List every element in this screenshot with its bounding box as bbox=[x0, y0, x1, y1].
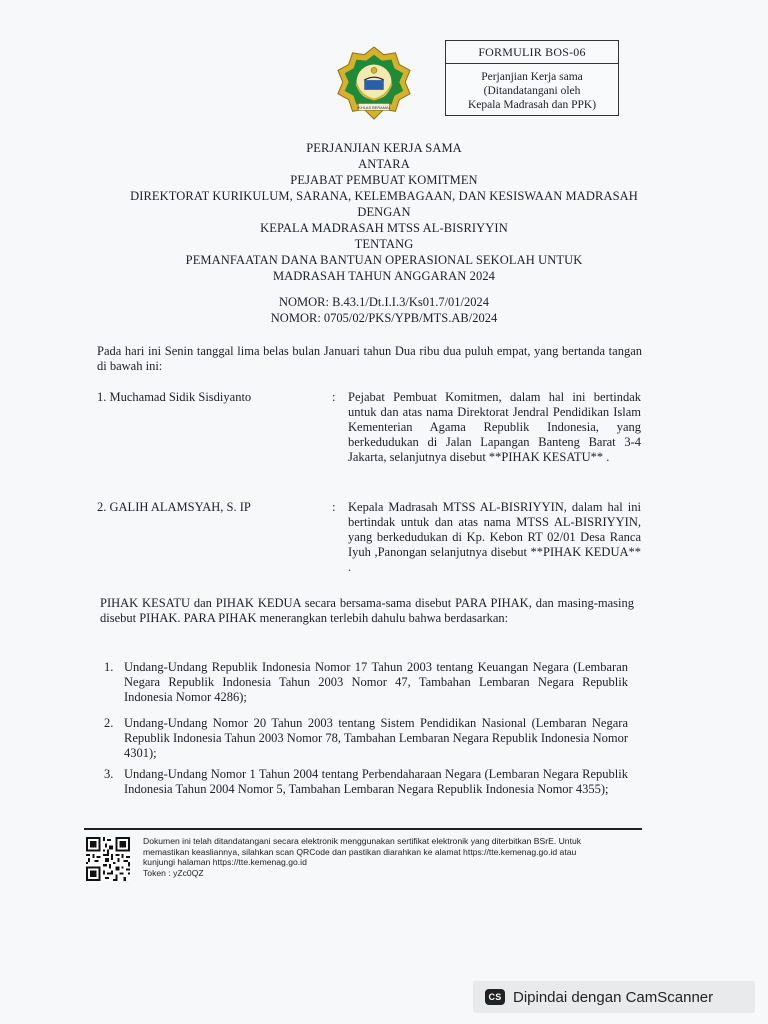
watermark-text: Dipindai dengan CamScanner bbox=[513, 988, 714, 1006]
title-line: MADRASAH TAHUN ANGGARAN 2024 bbox=[272, 269, 496, 283]
nomor-line: NOMOR: B.43.1/Dt.I.I.3/Ks01.7/01/2024 bbox=[278, 295, 490, 309]
e-signature-line: Dokumen ini telah ditandatangani secara elektronik menggunakan sertifikat elektronik yang diterbitkan BSrE. Untuk bbox=[143, 836, 582, 846]
camscanner-icon: CS bbox=[485, 989, 505, 1005]
formulir-line: (Ditandatangani oleh bbox=[483, 85, 581, 97]
e-signature-line: kunjungi halaman https://tte.kemenag.go.id bbox=[143, 857, 307, 867]
party-2-description: Kepala Madrasah MTSS AL-BISRIYYIN, dalam hal ini bertindak untuk dan atas nama MTSS AL-BISRIYYIN, yang berkedudukan di Kp. Kebon RT 02/01 Desa Ranca Iyuh ,Panongan selanjutnya disebut **PIHAK KEDUA** . bbox=[348, 500, 641, 574]
formulir-box bbox=[445, 40, 619, 116]
formulir-line: Perjanjian Kerja sama bbox=[481, 71, 583, 83]
nomor-line: NOMOR: 0705/02/PKS/YPB/MTS.AB/2024 bbox=[270, 311, 498, 325]
legal-item-number: 2. bbox=[104, 716, 114, 730]
legal-item-text: Undang-Undang Republik Indonesia Nomor 17 Tahun 2003 tentang Keuangan Negara (Lembaran Negara Republik Indonesia Tahun 2003 Nomor 47, Tambahan Lembaran Negara Republik Indonesia Nomor 4286); bbox=[124, 660, 628, 704]
legal-item-text: Undang-Undang Nomor 20 Tahun 2003 tentang Sistem Pendidikan Nasional (Lembaran Negara Republik Indonesia Tahun 2003 Nomor 78, Tambahan Lembaran Negara Republik Indonesia Nomor 4301); bbox=[124, 716, 628, 760]
legal-item-number: 1. bbox=[104, 660, 114, 674]
formulir-code: FORMULIR BOS-06 bbox=[446, 41, 618, 64]
formulir-line: Kepala Madrasah dan PPK) bbox=[467, 99, 597, 111]
title-line: DENGAN bbox=[357, 205, 411, 219]
party-2-colon: : bbox=[332, 500, 336, 514]
e-signature-line: memastikan keasliannya, silahkan scan QRCode dan pastikan diarahkan ke alamat https://tte.kemenag.go.id atau bbox=[143, 846, 577, 857]
title-line: KEPALA MADRASAH MTSS AL-BISRIYYIN bbox=[260, 221, 508, 235]
legal-item-text: Undang-Undang Nomor 1 Tahun 2004 tentang Perbendaharaan Negara (Lembaran Negara Republik Indonesia Tahun 2004 Nomor 5, Tambahan Lembaran Negara Republik Indonesia Nomor 4355); bbox=[124, 767, 628, 796]
title-line: PEJABAT PEMBUAT KOMITMEN bbox=[290, 173, 478, 187]
e-signature-token: Token : yZc0QZ bbox=[143, 867, 204, 878]
parties-statement: PIHAK KESATU dan PIHAK KEDUA secara bersama-sama disebut PARA PIHAK, dan masing-masing disebut PIHAK. PARA PIHAK menerangkan terlebih dahulu bahwa berdasarkan: bbox=[100, 596, 634, 625]
document-numbers bbox=[0, 294, 768, 326]
party-2-name: 2. GALIH ALAMSYAH, S. IP bbox=[97, 500, 251, 514]
title-line: TENTANG bbox=[354, 237, 414, 251]
camscanner-watermark bbox=[473, 981, 755, 1013]
agreement-title bbox=[60, 140, 708, 284]
title-line: PEMANFAATAN DANA BANTUAN OPERASIONAL SEKOLAH UNTUK bbox=[185, 253, 583, 267]
title-line: ANTARA bbox=[358, 157, 410, 171]
formulir-description bbox=[446, 64, 618, 112]
logo-motto: IKHLAS BERAMAL bbox=[357, 104, 391, 110]
party-1-colon: : bbox=[332, 390, 336, 404]
party-1-name: 1. Muchamad Sidik Sisdiyanto bbox=[97, 390, 252, 404]
legal-item-number: 3. bbox=[104, 767, 114, 781]
title-line: DIREKTORAT KURIKULUM, SARANA, KELEMBAGAAN, DAN KESISWAAN MADRASAH bbox=[130, 189, 638, 203]
footer-divider bbox=[84, 828, 642, 830]
kemenag-emblem-icon bbox=[335, 45, 413, 123]
qr-code-icon bbox=[86, 837, 130, 881]
title-line: PERJANJIAN KERJA SAMA bbox=[306, 141, 462, 155]
e-signature-note bbox=[143, 836, 643, 878]
intro-paragraph: Pada hari ini Senin tanggal lima belas bulan Januari tahun Dua ribu dua puluh empat, yang bertanda tangan di bawah ini: bbox=[97, 344, 642, 373]
party-1-description: Pejabat Pembuat Komitmen, dalam hal ini bertindak untuk dan atas nama Direktorat Jendral Pendidikan Islam Kementerian Agama Republik Indonesia, yang berkedudukan di Jalan Lapangan Banteng Barat 3-4 Jakarta, selanjutnya disebut **PIHAK KESATU** . bbox=[348, 390, 641, 464]
